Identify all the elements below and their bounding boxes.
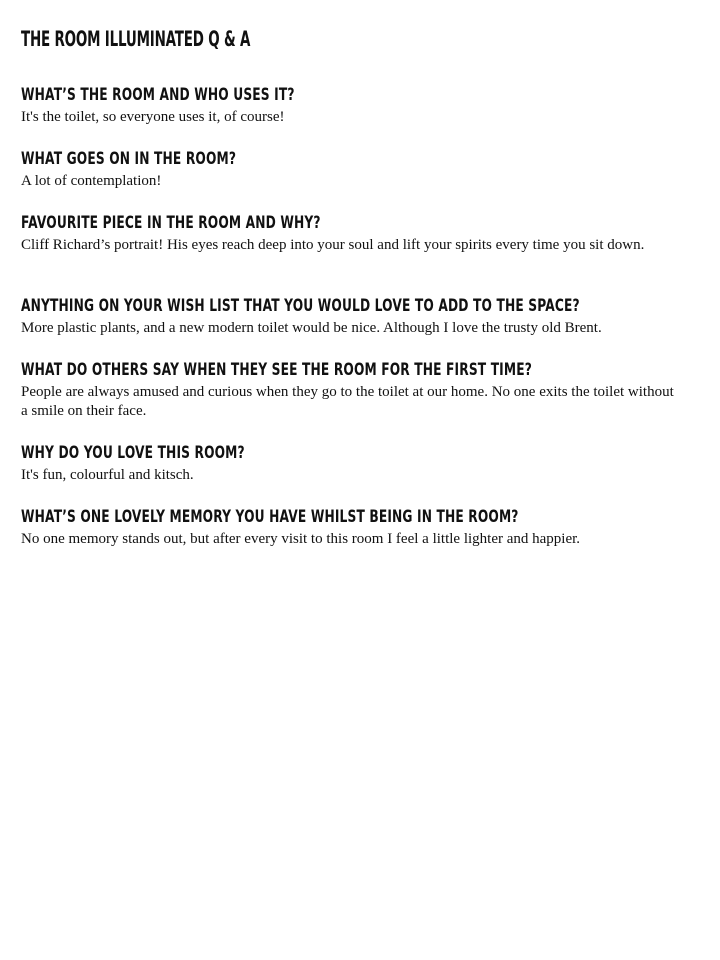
qa-item xyxy=(21,295,681,338)
question-heading: FAVOURITE PIECE IN THE ROOM AND WHY? xyxy=(21,213,321,233)
qa-item xyxy=(21,84,681,127)
question-heading: WHAT DO OTHERS SAY WHEN THEY SEE THE ROOM FOR THE FIRST TIME? xyxy=(21,360,532,380)
qa-item xyxy=(21,506,681,549)
answer-text: No one memory stands out, but after every visit to this room I feel a little lighter and happier. xyxy=(21,531,581,547)
answer-text: People are always amused and curious when they go to the toilet at our home. No one exits the toilet without a smile on their face. xyxy=(21,384,674,419)
question-heading: WHAT GOES ON IN THE ROOM? xyxy=(21,149,237,169)
question-heading: ANYTHING ON YOUR WISH LIST THAT YOU WOULD LOVE TO ADD TO THE SPACE? xyxy=(21,296,580,316)
page-title: THE ROOM ILLUMINATED Q & A xyxy=(21,27,251,51)
qa-item xyxy=(21,148,681,191)
question-heading: WHY DO YOU LOVE THIS ROOM? xyxy=(21,443,245,463)
answer-text: It's the toilet, so everyone uses it, of course! xyxy=(21,109,285,125)
answer-text: It's fun, colourful and kitsch. xyxy=(21,467,194,483)
question-heading: WHAT’S THE ROOM AND WHO USES IT? xyxy=(21,85,295,105)
qa-item xyxy=(21,359,681,421)
qa-item xyxy=(21,212,681,255)
answer-text: A lot of contemplation! xyxy=(21,173,162,189)
qa-item xyxy=(21,442,681,485)
answer-text: Cliff Richard’s portrait! His eyes reach deep into your soul and lift your spirits every time you sit down. xyxy=(21,237,645,253)
answer-text: More plastic plants, and a new modern toilet would be nice. Although I love the trusty old Brent. xyxy=(21,320,602,336)
question-heading: WHAT’S ONE LOVELY MEMORY YOU HAVE WHILST BEING IN THE ROOM? xyxy=(21,507,519,527)
